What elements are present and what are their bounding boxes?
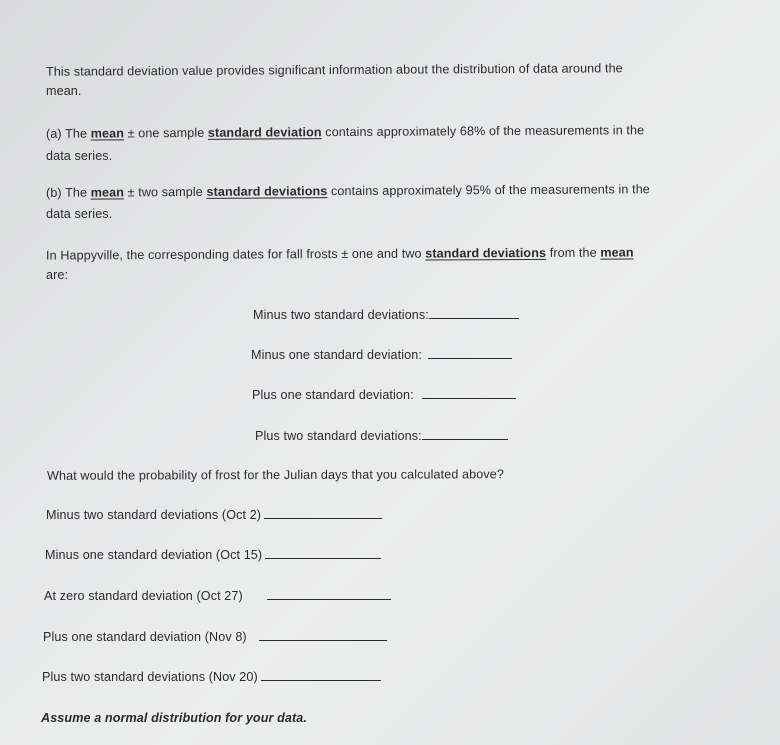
probability-label: Plus two standard deviations (Nov 20) [42, 670, 258, 684]
part-b-mean-term: mean [90, 185, 125, 200]
intro-text-1: This standard deviation value provides significant information about the distribution of data around the [45, 61, 623, 79]
part-b-sd-term: standard deviations [206, 184, 328, 199]
probability-field-minus-one [45, 547, 381, 563]
probability-field-plus-two [42, 669, 381, 685]
deviation-label: Minus one standard deviation: [251, 348, 422, 362]
probability-field-zero [44, 588, 391, 604]
intro-text-2: mean. [46, 84, 82, 98]
deviation-field-minus-two [253, 307, 519, 323]
probability-field-plus-one [43, 629, 387, 645]
part-a-prefix: (a) The [45, 126, 91, 141]
part-b-line-1 [46, 181, 650, 201]
answer-blank[interactable] [429, 318, 519, 319]
happyville-text-2: are: [46, 268, 69, 282]
assumption-note [41, 710, 307, 726]
part-a-line-1 [46, 122, 644, 142]
deviation-label: Plus two standard deviations: [255, 429, 422, 443]
happyville-line-1 [46, 244, 634, 263]
probability-field-minus-two [46, 507, 382, 523]
deviation-label: Minus two standard deviations: [253, 308, 429, 322]
answer-blank[interactable] [422, 398, 516, 399]
answer-blank[interactable] [422, 439, 508, 440]
answer-blank[interactable] [265, 558, 381, 559]
part-b-line-2 [46, 206, 112, 222]
question-text: What would the probability of frost for the Julian days that you calculated above? [46, 467, 504, 483]
part-b-prefix: (b) The [45, 185, 91, 200]
deviation-field-minus-one [251, 347, 512, 363]
part-a-line-2 [46, 148, 112, 164]
part-b-middle: ± two sample [123, 184, 207, 200]
deviation-field-plus-two [255, 428, 508, 444]
happyville-prefix: In Happyville, the corresponding dates for fall frosts ± one and two [45, 246, 426, 263]
happyville-middle: from the [546, 245, 601, 260]
probability-label: At zero standard deviation (Oct 27) [44, 589, 243, 603]
probability-label: Plus one standard deviation (Nov 8) [43, 630, 247, 644]
deviation-label: Plus one standard deviation: [252, 388, 414, 402]
happyville-sd-term: standard deviations [425, 245, 547, 261]
answer-blank[interactable] [261, 680, 381, 681]
intro-line-1 [46, 60, 623, 80]
assumption-text: Assume a normal distribution for your data. [41, 711, 308, 725]
answer-blank[interactable] [264, 518, 382, 519]
answer-blank[interactable] [428, 358, 512, 359]
probability-label: Minus two standard deviations (Oct 2) [46, 508, 262, 522]
answer-blank[interactable] [259, 640, 387, 641]
part-b-suffix: contains approximately 95% of the measurements in the [327, 182, 650, 199]
happyville-line-2 [46, 267, 68, 283]
part-a-text-2: data series. [46, 149, 113, 163]
intro-line-2 [46, 83, 82, 99]
part-b-text-2: data series. [46, 207, 113, 221]
answer-blank[interactable] [267, 599, 391, 600]
part-a-sd-term: standard deviation [207, 125, 322, 140]
probability-label: Minus one standard deviation (Oct 15) [45, 548, 263, 562]
happyville-mean-term: mean [600, 245, 634, 260]
part-a-middle: ± one sample [123, 125, 208, 141]
part-a-suffix: contains approximately 68% of the measurements in the [321, 123, 645, 140]
part-a-mean-term: mean [90, 126, 125, 141]
probability-question [47, 466, 504, 484]
deviation-field-plus-one [252, 387, 516, 403]
